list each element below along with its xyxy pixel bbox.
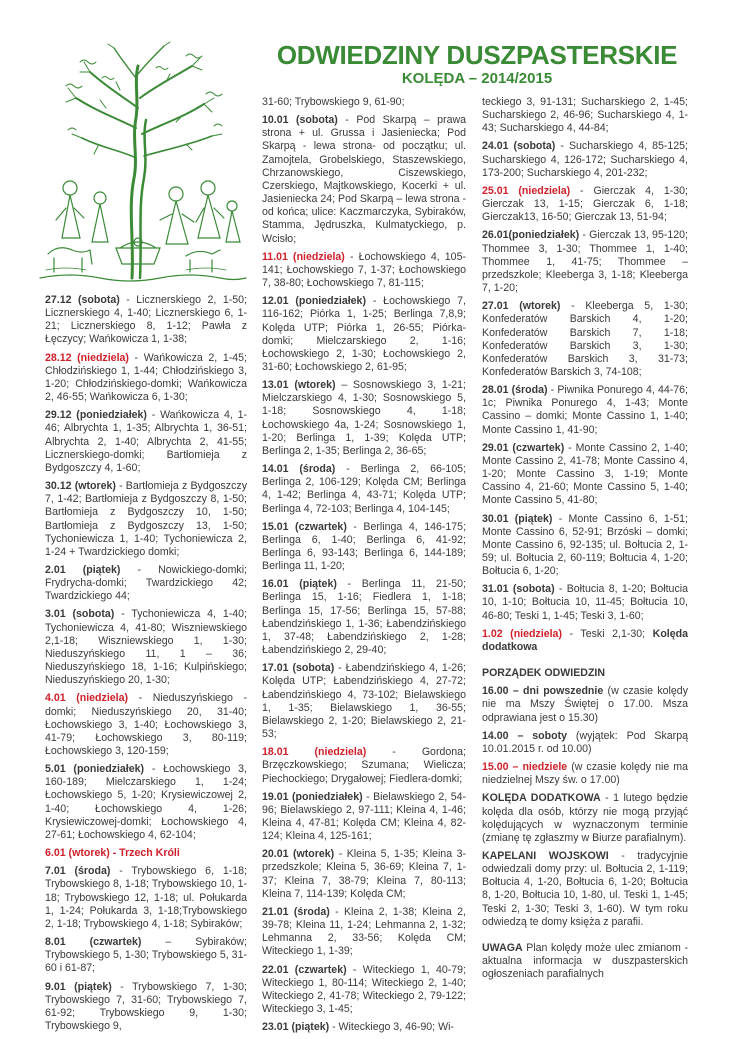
schedule-date: 20.01 (wtorek): [262, 848, 335, 861]
schedule-entry: [45, 865, 247, 931]
note-paragraph: UWAGA Plan kolędy może ulec zmianom - aktualna informacja w duszpasterskich ogłoszeniach parafialnych: [482, 941, 688, 981]
schedule-entry: [45, 564, 247, 603]
schedule-date: 24.01 (sobota): [482, 140, 556, 153]
schedule-addresses: - Gordona; Brzęczkowskiego; Szumana; Wielicza; Piechockiego; Drygałowej; Fiedlera-domki;: [262, 746, 466, 785]
schedule-date: 25.01 (niedziela): [482, 184, 571, 197]
schedule-column-2: [262, 96, 466, 1039]
order-description: (w czasie kolędy nie ma Mszy Świętej o 17.00. Msza odprawiana jest o 15.30): [482, 685, 688, 724]
schedule-date: 30.12 (wtorek): [45, 480, 116, 493]
page-subtitle: KOLĘDA – 2014/2015: [401, 70, 553, 87]
schedule-addresses: 31-60; Trybowskiego 9, 61-90;: [262, 96, 405, 108]
schedule-entry: [45, 352, 247, 405]
schedule-date: 2.01 (piątek): [45, 563, 121, 576]
schedule-date: 12.01 (poniedziałek): [262, 295, 366, 308]
schedule-entry: [262, 295, 466, 374]
schedule-extra: Kolęda dodatkowa: [482, 627, 688, 653]
schedule-addresses: - Bołtucia 8, 1-20; Bołtucia 10, 1-10; Bołtucia 10, 11-45; Bołtucia 10, 46-80; Teski 1, 1-45; Teski 3, 1-60;: [482, 583, 688, 622]
order-item: [482, 850, 688, 929]
schedule-date: 21.01 (środa): [262, 905, 330, 918]
schedule-entry: [45, 763, 247, 842]
schedule-entry: [262, 521, 466, 574]
schedule-date: 10.01 (sobota): [262, 114, 338, 127]
schedule-entry: [482, 513, 688, 579]
order-time: 16.00: [482, 685, 509, 698]
schedule-column-1: [45, 294, 247, 1038]
schedule-date: 8.01 (czwartek): [45, 936, 142, 949]
order-item: [482, 730, 688, 756]
schedule-date: 4.01 (niedziela): [45, 692, 129, 705]
schedule-date: 18.01 (niedziela): [262, 746, 367, 759]
schedule-addresses: - Nowickiego-domki; Frydrycha-domki; Twardzickiego 42; Twardzickiego 44;: [45, 563, 247, 603]
schedule-entry: [45, 936, 247, 975]
schedule-date: 16.01 (piątek): [262, 578, 337, 591]
schedule-addresses: - Wańkowicza 4, 1-46; Albrychta 1, 1-35; Albrychta 1, 36-51; Albrychta 2, 1-40; Albrychta 2, 41-55; Licznerskiego-domki; Bartłomieja z Bydgoszczy 4, 1-60;: [45, 409, 248, 474]
schedule-entry: [45, 847, 247, 860]
order-label: – niedziele: [508, 761, 568, 774]
schedule-addresses: - Piwnika Ponurego 4, 44-76; 1c; Piwnika Ponurego 4, 1-43; Monte Cassino – domki; Monte Cassino 1, 1-40; Monte Cassino 1, 41-90;: [482, 384, 688, 436]
schedule-entry: [45, 692, 247, 758]
schedule-addresses: – Sybiraków; Trybowskiego 5, 1-30; Trybowskiego 5, 31-60 i 61-87;: [45, 936, 247, 975]
schedule-addresses: – Sosnowskiego 3, 1-21; Mielczarskiego 4, 1-30; Sosnowskiego 5, 1-18; Sosnowskiego 4, 1-18; Łochowskiego 4a, 1-24; Sosnowskiego 1, 1-20; Berlinga 1, 1-39; Kolęda UTP; Berlinga 2, 1-35; Berlinga 2, 36-65;: [262, 379, 466, 457]
schedule-date: 13.01 (wtorek): [262, 379, 336, 392]
schedule-addresses: - Bielawskiego 2, 54-96; Bielawskiego 2, 97-111; Kleina 4, 1-46; Kleina 4, 47-81; Kolęda CM; Kleina 4, 82-124; Kleina 4, 125-161;: [262, 790, 467, 843]
schedule-addresses: - Kleeberga 5, 1-30; Konfederatów Barskich 4, 1-20; Konfederatów Barskich 7, 1-18; Konfederatów Barskich 3, 1-30; Konfederatów Barskich 3, 31-73; Konfederatów Barskich 3, 74-108;: [482, 300, 688, 378]
schedule-date: 5.01 (poniedziałek): [45, 763, 145, 776]
schedule-date: 22.01 (czwartek): [262, 963, 347, 976]
order-item: [482, 792, 688, 845]
schedule-addresses: teckiego 3, 91-131; Sucharskiego 2, 1-45; Sucharskiego 2, 46-96; Sucharskiego 4, 1-43; Sucharskiego 4, 44-84;: [482, 96, 688, 135]
schedule-entry: [262, 379, 466, 458]
schedule-date: 31.01 (sobota): [482, 583, 555, 596]
schedule-entry: [482, 96, 688, 135]
order-time: 14.00: [482, 729, 509, 742]
schedule-date: 9.01 (piątek): [45, 980, 112, 993]
schedule-date: 6.01 (wtorek) - Trzech Króli: [45, 847, 180, 860]
page-title: ODWIEDZINY DUSZPASTERSKIE: [276, 40, 678, 70]
schedule-entry: [45, 409, 247, 475]
schedule-addresses: - Licznerskiego 2, 1-50; Licznerskiego 4, 1-40; Licznerskiego 6, 1-21; Licznerskiego 8, 1-12; Pawła z Łęczycy; Wańkowicza 1, 1-38;: [45, 294, 247, 346]
schedule-addresses: - Monte Cassino 6, 1-51; Monte Cassino 6, 52-91; Brzóski – domki; Monte Cassino 6, 92-135; ul. Bołtucia 2, 1-59; ul. Bołtucia 2, 60-119; Bołtucia 4, 1-20; Bołtucia 6, 1-20;: [482, 512, 688, 578]
schedule-addresses: - Nieduszyńskiego - domki; Nieduszyńskiego 20, 31-40; Łochowskiego 3, 1-40; Łochowskiego 3, 41-79; Łochowskiego 3, 80-119; Łochowskiego 3, 120-159;: [45, 692, 247, 757]
schedule-addresses: - Łabendzińskiego 4, 1-26; Kolęda UTP; Łabendzińskiego 4, 27-72; Łabendzińskiego 4, 73-102; Bielawskiego 1, 1-35; Bielawskiego 1, 36-55; Bielawskiego 2, 1-20; Bielawskiego 2, 21-53;: [262, 662, 466, 741]
schedule-date: 29.01 (czwartek): [482, 441, 565, 454]
schedule-addresses: - Witeckiego 3, 46-90; Wi-: [329, 1021, 454, 1034]
schedule-addresses: - Łochowskiego 4, 105-141; Łochowskiego 7, 1-37; Łochowskiego 7, 38-80; Łochowskiego 7, 81-115;: [262, 250, 466, 290]
nativity-tree-sketch-icon: [36, 38, 248, 286]
schedule-addresses: - Kleina 5, 1-35; Kleina 3-przedszkole; Kleina 5, 36-69; Kleina 7, 1-37; Kleina 7, 38-79; Kleina 7, 80-113; Kleina 7, 114-139; Kolęda CM;: [262, 848, 466, 900]
schedule-addresses: - Tychoniewicza 4, 1-40; Tychoniewicza 4, 41-80; Wiszniewskiego 2,1-18; Wiszniewskiego 1, 1-30; Nieduszyńskiego 11, 1 – 36; Nieduszyńskiego 18, 1-16; Kulpińskiego; Nieduszyńskiego 20, 1-30;: [45, 608, 247, 687]
order-item: [482, 685, 688, 724]
schedule-entry: [482, 229, 688, 295]
schedule-entry: [482, 628, 688, 654]
schedule-entry: [262, 662, 466, 741]
schedule-entry: [262, 251, 466, 290]
order-time: 15.00: [482, 761, 509, 774]
schedule-addresses: - Berlinga 2, 66-105; Berlinga 2, 106-129; Kolęda CM; Berlinga 4, 1-42; Berlinga 4, 43-71; Kolęda UTP; Berlinga 4, 72-103; Berlinga 4, 104-145;: [262, 463, 467, 515]
schedule-addresses: - Łochowskiego 3, 160-189; Mielczarskiego 1, 1-24; Łochowskiego 5, 1-20; Krysiewiczowej 2, 1-40; Łochowskiego 4, 1-26; Krysiewiczowej-domki; Łochowskiego 4, 27-61; Łochowskiego 4, 62-104;: [45, 763, 247, 841]
schedule-addresses: - Kleina 2, 1-38; Kleina 2, 39-78; Kleina 11, 1-24; Lehmanna 2, 1-32; Lehmanna 2, 33-56; Kolęda CM; Witeckiego 1, 1-39;: [262, 905, 466, 958]
schedule-entry: [262, 463, 466, 516]
order-description: - 1 lutego będzie kolęda dla osób, którzy nie mogą przyjąć kolędujących w wyznaczonym terminie (zmianę tę zgłaszmy w Biurze parafialnym).: [482, 792, 688, 844]
schedule-addresses: - Wańkowicza 2, 1-45; Chłodzińskiego 1, 1-44; Chłodzińskiego 3, 1-20; Chłodzińskiego-domki; Wańkowicza 2, 46-55; Wańkowicza 6, 1-30;: [45, 351, 247, 404]
order-description: - tradycyjnie odwiedzali domy przy: ul. Bołtucia 2, 1-119; Bołtucia 4, 1-20, Bołtucia 6, 1-20; Bołtucia 8, 1-20, Bołtucia 10, 1-80, ul. Teski 1, 1-45; Teski 2, 1-30; Teski 3, 1-60). W tym roku odwiedzą te domy księża z parafii.: [482, 849, 688, 928]
schedule-entry: [262, 114, 466, 246]
schedule-entry: [45, 981, 247, 1034]
schedule-entry: [482, 185, 688, 224]
schedule-addresses: - Pod Skarpą – prawa strona + ul. Grussa i Jasieniecka; Pod Skarpą - lewa strona- od początku; ul. Zamojtela, Grobelskiego, Staszewskiego, Chrzanowskiego, Ciszewskiego, Czerskiego, Majtkowskiego, Kocerki + ul. Jasieniecka 24; Pod Skarpą – lewa strona - od końca; ulice: Kaczmarczyka, Sybiraków, Stamma, Jędruszka, Kulmatyckiego, p. Wcisło;: [262, 114, 467, 245]
order-label: – dni powszednie: [508, 685, 604, 698]
order-label: – soboty: [508, 729, 567, 742]
schedule-date: 3.01 (sobota): [45, 608, 115, 621]
order-label: KOLĘDA DODATKOWA: [482, 792, 601, 805]
schedule-entry: [482, 300, 688, 379]
schedule-addresses: - Teski 2,1-30;: [561, 627, 653, 640]
schedule-date: 11.01 (niedziela): [262, 250, 345, 263]
order-heading: PORZĄDEK ODWIEDZIN: [482, 667, 606, 680]
schedule-date: 26.01(poniedziałek): [482, 229, 580, 242]
schedule-date: 19.01 (poniedziałek): [262, 790, 363, 803]
schedule-date: 27.12 (sobota): [45, 294, 120, 306]
schedule-addresses: - Berlinga 4, 146-175; Berlinga 6, 1-40; Berlinga 6, 41-92; Berlinga 6, 93-143; Berlinga 6, 144-189; Berlinga 11, 1-20;: [262, 520, 467, 573]
schedule-entry: [262, 578, 466, 657]
schedule-date: 1.02 (niedziela): [482, 627, 562, 640]
schedule-date: 28.12 (niedziela): [45, 351, 129, 364]
schedule-entry: [262, 791, 466, 844]
schedule-date: 29.12 (poniedziałek): [45, 409, 147, 422]
schedule-date: 14.01 (środa): [262, 463, 336, 476]
schedule-entry: [45, 294, 247, 347]
order-description: (wyjątek: Pod Skarpą 10.01.2015 r. od 10.00): [482, 729, 688, 755]
order-item: [482, 761, 688, 787]
schedule-entry: [262, 964, 466, 1017]
schedule-date: 17.01 (sobota): [262, 662, 335, 675]
schedule-entry: [262, 1021, 466, 1034]
schedule-column-3: [482, 96, 688, 986]
schedule-entry: [45, 608, 247, 687]
schedule-addresses: - Bartłomieja z Bydgoszczy 7, 1-42; Bartłomieja z Bydgoszczy 8, 1-50; Bartłomieja z Bydgoszczy 10, 1-50; Bartłomieja z Bydgoszczy 13, 1-50; Tychoniewicza 1, 1-40; Tychoniewicza 2, 1-24 + Twardzickiego domki;: [45, 480, 247, 558]
schedule-addresses: - Berlinga 11, 21-50; Berlinga 15, 1-16; Fiedlera 1, 1-18; Berlinga 15, 17-56; Berlinga 15, 57-88; Łabendzińskiego 1, 1-36; Łabendzińskiego 1, 37-48; Łabendzińskiego 2, 1-28; Łabendzińskiego 2, 29-40;: [262, 578, 466, 657]
schedule-entry: [482, 442, 688, 508]
schedule-date: 7.01 (środa): [45, 865, 111, 878]
schedule-entry: [482, 384, 688, 437]
schedule-addresses: - Trybowskiego 7, 1-30; Trybowskiego 7, 31-60; Trybowskiego 7, 61-92; Trybowskiego 9, 1-30; Trybowskiego 9,: [45, 980, 247, 1032]
schedule-addresses: - Sucharskiego 4, 85-125; Sucharskiego 4, 126-172; Sucharskiego 4, 173-200; Sucharskiego 4, 201-232;: [482, 140, 688, 179]
schedule-entry: [262, 906, 466, 959]
schedule-addresses: - Gierczak 4, 1-30; Gierczak 13, 1-15; Gierczak 6, 1-18; Gierczak13, 16-50; Gierczak 13, 51-94;: [482, 184, 688, 224]
schedule-entry: [262, 746, 466, 785]
schedule-entry: [262, 848, 466, 901]
schedule-addresses: - Trybowskiego 6, 1-18; Trybowskiego 8, 1-18; Trybowskiego 10, 1-18; Trybowskiego 12, 1-18; ul. Połukarda 1, 1-24; Połukarda 3, 1-18;Trybowskiego 2, 1-18; Trybowskiego 4, 1-18; Sybiraków;: [45, 865, 247, 930]
order-label: KAPELANI WOJSKOWI: [482, 849, 609, 862]
order-description: (w czasie kolędy nie ma niedzielnej Mszy św. o 17.00): [482, 761, 688, 787]
schedule-date: 15.01 (czwartek): [262, 520, 347, 533]
schedule-addresses: - Łochowskiego 7, 116-162; Piórka 1, 1-25; Berlinga 7,8,9; Kolęda UTP; Piórka 1, 26-55; Piórka-domki; Mielczarskiego 2, 1-16; Łochowskiego 2, 1-30; Łochowskiego 2, 31-60; Łochowskiego 2, 61-95;: [262, 295, 466, 373]
schedule-addresses: - Gierczak 13, 95-120; Thommee 3, 1-30; Thommee 1, 1-40; Thommee 1, 41-75; Thommee – przedszkole; Kleeberga 3, 1-18; Kleeberga 7, 1-20;: [482, 229, 688, 295]
schedule-date: 30.01 (piątek): [482, 512, 553, 525]
schedule-addresses: - Monte Cassino 2, 1-40; Monte Cassino 2, 41-78; Monte Cassino 4, 1-20; Monte Cassino 3, 1-19; Monte Cassino 4, 21-60; Monte Cassino 5, 1-40; Monte Cassino 5, 41-80;: [482, 441, 688, 507]
schedule-entry: [262, 96, 466, 109]
schedule-date: 28.01 (środa): [482, 384, 548, 397]
schedule-date: 27.01 (wtorek): [482, 300, 561, 313]
schedule-addresses: - Witeckiego 1, 40-79; Witeckiego 1, 80-114; Witeckiego 2, 1-40; Witeckiego 2, 41-78; Witeckiego 2, 79-122; Witeckiego 3, 1-45;: [262, 963, 467, 1015]
schedule-date: 23.01 (piątek): [262, 1021, 330, 1034]
schedule-entry: [45, 480, 247, 559]
schedule-entry: [482, 583, 688, 622]
schedule-entry: [482, 140, 688, 179]
